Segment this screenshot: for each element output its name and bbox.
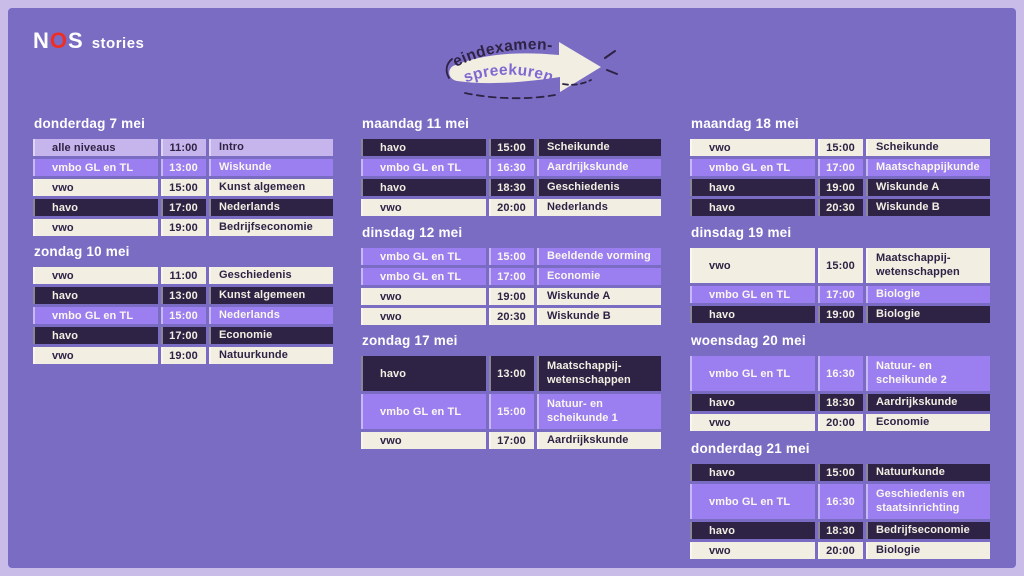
poster-panel (8, 8, 1016, 568)
subject-cell: Biologie (866, 286, 990, 303)
level-cell: vmbo GL en TL (361, 159, 486, 176)
level-cell: vwo (33, 219, 158, 236)
subject-cell: Wiskunde A (866, 179, 990, 196)
time-cell: 19:00 (489, 288, 534, 305)
level-cell: havo (33, 287, 158, 304)
subject-cell: Nederlands (209, 307, 333, 324)
table-date: maandag 11 mei (362, 116, 470, 131)
time-cell: 16:30 (489, 159, 534, 176)
schedule-table-maandag-18-mei (690, 116, 990, 219)
time-cell: 15:00 (818, 464, 863, 481)
subject-cell: Maatschappij-wetenschappen (866, 248, 990, 283)
time-cell: 17:00 (818, 159, 863, 176)
subject-cell: Wiskunde B (537, 308, 661, 325)
subject-cell: Economie (537, 268, 661, 285)
subject-cell: Economie (209, 327, 333, 344)
level-cell: havo (33, 327, 158, 344)
level-cell: vmbo GL en TL (33, 307, 158, 324)
schedule-table-zondag-17-mei (361, 333, 661, 452)
schedule-table-dinsdag-12-mei (361, 225, 661, 328)
table-row (33, 287, 333, 304)
time-cell: 18:30 (818, 522, 863, 539)
subject-cell: Scheikunde (537, 139, 661, 156)
table-row (361, 199, 661, 216)
time-cell: 17:00 (161, 199, 206, 216)
table-row (33, 347, 333, 364)
table-row (361, 356, 661, 391)
time-cell: 15:00 (489, 248, 534, 265)
level-cell: vwo (361, 288, 486, 305)
schedule-table-zondag-10-mei (33, 244, 333, 367)
nos-letter-n: N (33, 28, 50, 53)
table-row (690, 542, 990, 559)
table-row (690, 464, 990, 481)
subject-cell: Bedrijfseconomie (866, 522, 990, 539)
subject-cell: Nederlands (209, 199, 333, 216)
level-cell: havo (690, 394, 815, 411)
svg-text:eindexamen-: eindexamen- (450, 36, 554, 71)
time-cell: 19:00 (161, 219, 206, 236)
schedule-table-woensdag-20-mei (690, 333, 990, 434)
time-cell: 13:00 (161, 287, 206, 304)
subject-cell: Maatschappij-wetenschappen (537, 356, 661, 391)
level-cell: havo (690, 179, 815, 196)
table-row (33, 307, 333, 324)
subject-cell: Scheikunde (866, 139, 990, 156)
level-cell: vwo (690, 414, 815, 431)
subject-cell: Wiskunde B (866, 199, 990, 216)
table-row (33, 139, 333, 156)
table-row (33, 219, 333, 236)
subject-cell: Geschiedenis en staatsinrichting (866, 484, 990, 519)
time-cell: 11:00 (161, 267, 206, 284)
subject-cell: Aardrijkskunde (537, 159, 661, 176)
table-row (33, 267, 333, 284)
subject-cell: Maatschappijkunde (866, 159, 990, 176)
time-cell: 17:00 (818, 286, 863, 303)
table-date: zondag 17 mei (362, 333, 458, 348)
table-row (361, 394, 661, 429)
table-row (361, 159, 661, 176)
level-cell: vwo (690, 542, 815, 559)
subject-cell: Natuur- en scheikunde 1 (537, 394, 661, 429)
table-row (690, 522, 990, 539)
table-row (361, 288, 661, 305)
nos-wordmark (33, 28, 84, 54)
table-row (690, 159, 990, 176)
schedule-table-donderdag-7-mei (33, 116, 333, 239)
table-date: dinsdag 12 mei (362, 225, 463, 240)
subject-cell: Economie (866, 414, 990, 431)
subject-cell: Natuur- en scheikunde 2 (866, 356, 990, 391)
time-cell: 15:00 (818, 139, 863, 156)
subject-cell: Kunst algemeen (209, 179, 333, 196)
table-date: woensdag 20 mei (691, 333, 806, 348)
table-row (361, 432, 661, 449)
time-cell: 20:00 (818, 414, 863, 431)
table-row (690, 484, 990, 519)
level-cell: vmbo GL en TL (361, 394, 486, 429)
table-row (361, 248, 661, 265)
time-cell: 17:00 (161, 327, 206, 344)
level-cell: havo (33, 199, 158, 216)
table-row (361, 308, 661, 325)
table-row (690, 286, 990, 303)
time-cell: 16:30 (818, 356, 863, 391)
nos-letter-s: S (68, 28, 84, 53)
subject-cell: Geschiedenis (537, 179, 661, 196)
level-cell: havo (690, 199, 815, 216)
time-cell: 15:00 (161, 307, 206, 324)
time-cell: 20:00 (489, 199, 534, 216)
level-cell: havo (361, 356, 486, 391)
time-cell: 16:30 (818, 484, 863, 519)
level-cell: havo (361, 179, 486, 196)
table-row (33, 159, 333, 176)
subject-cell: Geschiedenis (209, 267, 333, 284)
level-cell: vmbo GL en TL (690, 286, 815, 303)
level-cell: vwo (361, 308, 486, 325)
table-row (33, 179, 333, 196)
eindexamen-spreekuren-banner (445, 24, 631, 104)
table-date: maandag 18 mei (691, 116, 799, 131)
time-cell: 19:00 (818, 306, 863, 323)
stories-label: stories (91, 35, 145, 52)
table-row (690, 356, 990, 391)
subject-cell: Biologie (866, 306, 990, 323)
subject-cell: Natuurkunde (209, 347, 333, 364)
subject-cell: Wiskunde A (537, 288, 661, 305)
subject-cell: Aardrijkskunde (866, 394, 990, 411)
level-cell: vwo (33, 347, 158, 364)
level-cell: havo (690, 464, 815, 481)
nos-stories-logo (33, 28, 144, 54)
level-cell: vmbo GL en TL (33, 159, 158, 176)
subject-cell: Intro (209, 139, 333, 156)
time-cell: 17:00 (489, 268, 534, 285)
level-cell: vmbo GL en TL (690, 484, 815, 519)
time-cell: 20:00 (818, 542, 863, 559)
level-cell: vmbo GL en TL (690, 159, 815, 176)
level-cell: alle niveaus (33, 139, 158, 156)
subject-cell: Aardrijkskunde (537, 432, 661, 449)
level-cell: vwo (33, 267, 158, 284)
table-date: dinsdag 19 mei (691, 225, 792, 240)
time-cell: 15:00 (818, 248, 863, 283)
level-cell: vwo (33, 179, 158, 196)
time-cell: 20:30 (489, 308, 534, 325)
table-date: donderdag 21 mei (691, 441, 810, 456)
level-cell: vwo (361, 432, 486, 449)
nos-letter-o: O (49, 28, 69, 53)
subject-cell: Nederlands (537, 199, 661, 216)
table-date: donderdag 7 mei (34, 116, 146, 131)
time-cell: 18:30 (489, 179, 534, 196)
table-date: zondag 10 mei (34, 244, 130, 259)
schedule-table-donderdag-21-mei (690, 441, 990, 562)
table-row (361, 179, 661, 196)
level-cell: vmbo GL en TL (361, 268, 486, 285)
time-cell: 19:00 (818, 179, 863, 196)
subject-cell: Kunst algemeen (209, 287, 333, 304)
level-cell: vmbo GL en TL (690, 356, 815, 391)
subject-cell: Natuurkunde (866, 464, 990, 481)
time-cell: 13:00 (489, 356, 534, 391)
schedule-table-dinsdag-19-mei (690, 225, 990, 326)
subject-cell: Beeldende vorming (537, 248, 661, 265)
table-row (361, 268, 661, 285)
level-cell: vwo (690, 139, 815, 156)
table-row (33, 199, 333, 216)
time-cell: 15:00 (489, 394, 534, 429)
time-cell: 15:00 (489, 139, 534, 156)
table-row (690, 414, 990, 431)
table-row (690, 179, 990, 196)
level-cell: vmbo GL en TL (361, 248, 486, 265)
svg-text:spreekuren: spreekuren (461, 61, 556, 87)
table-row (690, 394, 990, 411)
schedule-table-maandag-11-mei (361, 116, 661, 219)
subject-cell: Bedrijfseconomie (209, 219, 333, 236)
time-cell: 15:00 (161, 179, 206, 196)
level-cell: havo (690, 522, 815, 539)
time-cell: 19:00 (161, 347, 206, 364)
table-row (361, 139, 661, 156)
table-row (690, 139, 990, 156)
time-cell: 20:30 (818, 199, 863, 216)
time-cell: 13:00 (161, 159, 206, 176)
level-cell: havo (361, 139, 486, 156)
table-row (33, 327, 333, 344)
time-cell: 18:30 (818, 394, 863, 411)
table-row (690, 306, 990, 323)
time-cell: 11:00 (161, 139, 206, 156)
arrow-banner-icon (445, 24, 631, 104)
subject-cell: Biologie (866, 542, 990, 559)
level-cell: havo (690, 306, 815, 323)
level-cell: vwo (690, 248, 815, 283)
table-row (690, 199, 990, 216)
subject-cell: Wiskunde (209, 159, 333, 176)
time-cell: 17:00 (489, 432, 534, 449)
table-row (690, 248, 990, 283)
level-cell: vwo (361, 199, 486, 216)
